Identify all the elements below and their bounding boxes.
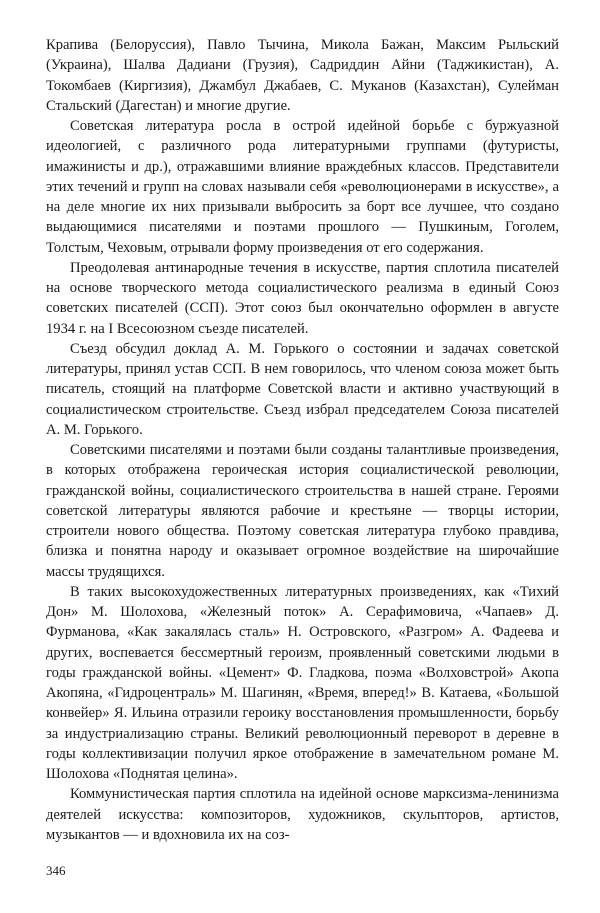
paragraph-6: В таких высокохудожественных литературных произведениях, как «Тихий Дон» М. Шолохова, «Железный поток» А. Серафимовича, «Чапаев» Д. Фурманова, «Как закалялась сталь» Н. Островского, «Разгром» А. Фадеева и других, воспевается бессмертный героизм, проявленный советскими людьми в годы гражданской войны. «Цемент» Ф. Гладкова, поэма «Волховстрой» Акопа Акопяна, «Гидроцентраль» М. Шагинян, «Время, вперед!» В. Катаева, «Большой конвейер» Я. Ильина отразили героику восстановления промышленности, борьбу за индустриализацию страны. Великий революционный переворот в деревне в годы коллективизации получил яркое отображение в замечательном романе М. Шолохова «Поднятая целина». — [46, 583, 559, 782]
paragraph-2: Советская литература росла в острой идейной борьбе с буржуазной идеологией, с различного рода литературными группами (футуристы, имажинисты и др.), отражавшими влияние враждебных классов. Представители этих течений и групп на словах называли себя «революционерами в искусстве», а на деле многие их них призывали выбросить за борт все лучшее, что создано выдающимися писателями и поэтами прошлого — Пушкиным, Гоголем, Толстым, Чеховым, отрывали форму произведения от его содержания. — [46, 118, 559, 256]
paragraph-7: Коммунистическая партия сплотила на идейной основе марксизма-ленинизма деятелей искусства: композиторов, художников, скульпторов, артистов, музыкантов — и вдохновила их на соз- — [46, 786, 559, 843]
paragraph-4: Съезд обсудил доклад А. М. Горького о состоянии и задачах советской литературы, принял устав ССП. В нем говорилось, что членом союза может быть писатель, стоящий на платформе Советской власти и активно участвующий в социалистическом строительстве. Съезд избрал председателем Союза писателей А. М. Горького. — [46, 340, 559, 438]
page-number: 346 — [46, 863, 66, 878]
paragraph-1: Крапива (Белоруссия), Павло Тычина, Микола Бажан, Максим Рыльский (Украина), Шалва Дадиани (Грузия), Садриддин Айни (Таджикистан), А. Токомбаев (Киргизия), Джамбул Джабаев, С. Муканов (Казахстан), Сулейман Стальский (Дагестан) и многие другие. — [46, 37, 559, 114]
paragraph-3: Преодолевая антинародные течения в искусстве, партия сплотила писателей на основе творческого метода социалистического реализма в единый Союз советских писателей (ССП). Этот союз был окончательно оформлен в августе 1934 г. на I Всесоюзном съезде писателей. — [46, 259, 559, 337]
body-text — [46, 35, 559, 845]
paragraph-5: Советскими писателями и поэтами были созданы талантливые произведения, в которых отображена героическая история социалистической революции, гражданской войны, социалистического строительства в нашей стране. Героями советской литературы являются рабочие и крестьяне — творцы истории, строители нового общества. Поэтому советская литература глубоко правдива, близка и понятна народу и оказывает огромное воздействие на широчайшие массы трудящихся. — [46, 442, 559, 580]
